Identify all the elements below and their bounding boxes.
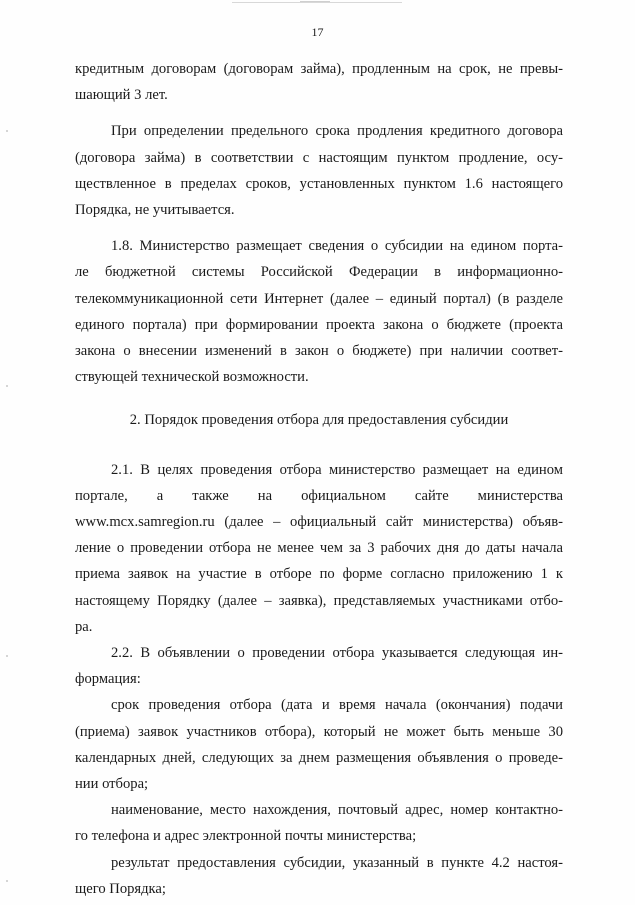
text-line: единого портала) при формировании проекта закона о бюджете (проекта	[75, 316, 563, 333]
page-number: 17	[311, 25, 324, 39]
text-line: 2.2. В объявлении о проведении отбора указывается следующая ин-	[111, 645, 563, 662]
text-line: щего Порядка;	[75, 880, 166, 897]
text-line: ле бюджетной системы Российской Федерации в информационно-	[75, 264, 563, 281]
text-line: настоящему Порядку (далее – заявка), представляемых участниками отбо-	[75, 592, 563, 609]
text-line: (договора займа) в соответствии с настоящим пунктом продление, осу-	[75, 149, 563, 166]
text-line: нии отбора;	[75, 776, 149, 793]
text-line: срок проведения отбора (дата и время начала (окончания) подачи	[111, 697, 563, 714]
text-line: портале, а также на официальном сайте министерства	[75, 487, 563, 504]
document-body	[75, 56, 563, 902]
text-line: (приема) заявок участников отбора), который не может быть меньше 30	[75, 723, 563, 740]
scan-artifact-line	[300, 1, 330, 2]
text-line: ществленное в пределах сроков, установленных пунктом 1.6 настоящего	[75, 175, 563, 192]
text-line: ра.	[75, 618, 93, 635]
scan-artifact-dot	[6, 880, 8, 882]
text-line: календарных дней, следующих за днем размещения объявления о проведе-	[75, 749, 563, 766]
text-line: 1.8. Министерство размещает сведения о субсидии на едином порта-	[111, 238, 563, 255]
text-line: www.mcx.samregion.ru (далее – официальный сайт министерства) объяв-	[75, 514, 563, 531]
section-heading: 2. Порядок проведения отбора для предоставления субсидии	[129, 412, 509, 429]
text-line: закона о внесении изменений в закон о бюджете) при наличии соответ-	[75, 343, 563, 360]
text-line: результат предоставления субсидии, указанный в пункте 4.2 настоя-	[111, 854, 563, 871]
text-line: формация:	[75, 671, 141, 688]
text-line: 2.1. В целях проведения отбора министерство размещает на едином	[111, 461, 563, 478]
scan-artifact-line	[232, 2, 402, 3]
text-line: ствующей технической возможности.	[75, 369, 309, 386]
text-line: приема заявок на участие в отборе по форме согласно приложению 1 к	[75, 566, 563, 583]
scan-artifact-dot	[6, 385, 8, 387]
text-line: наименование, место нахождения, почтовый адрес, номер контактно-	[111, 802, 563, 819]
text-line: телекоммуникационной сети Интернет (далее – единый портал) (в разделе	[75, 290, 563, 307]
text-line: ление о проведении отбора не менее чем за 3 рабочих дня до даты начала	[75, 540, 563, 557]
text-line: го телефона и адрес электронной почты министерства;	[75, 828, 417, 845]
text-line: Порядка, не учитывается.	[75, 202, 235, 219]
text-line: При определении предельного срока продления кредитного договора	[111, 123, 563, 140]
scan-artifact-dot	[6, 655, 8, 657]
scan-artifact-dot	[6, 130, 8, 132]
text-line: шающий 3 лет.	[75, 87, 168, 104]
text-line: кредитным договорам (договорам займа), продленным на срок, не превы-	[75, 61, 563, 77]
